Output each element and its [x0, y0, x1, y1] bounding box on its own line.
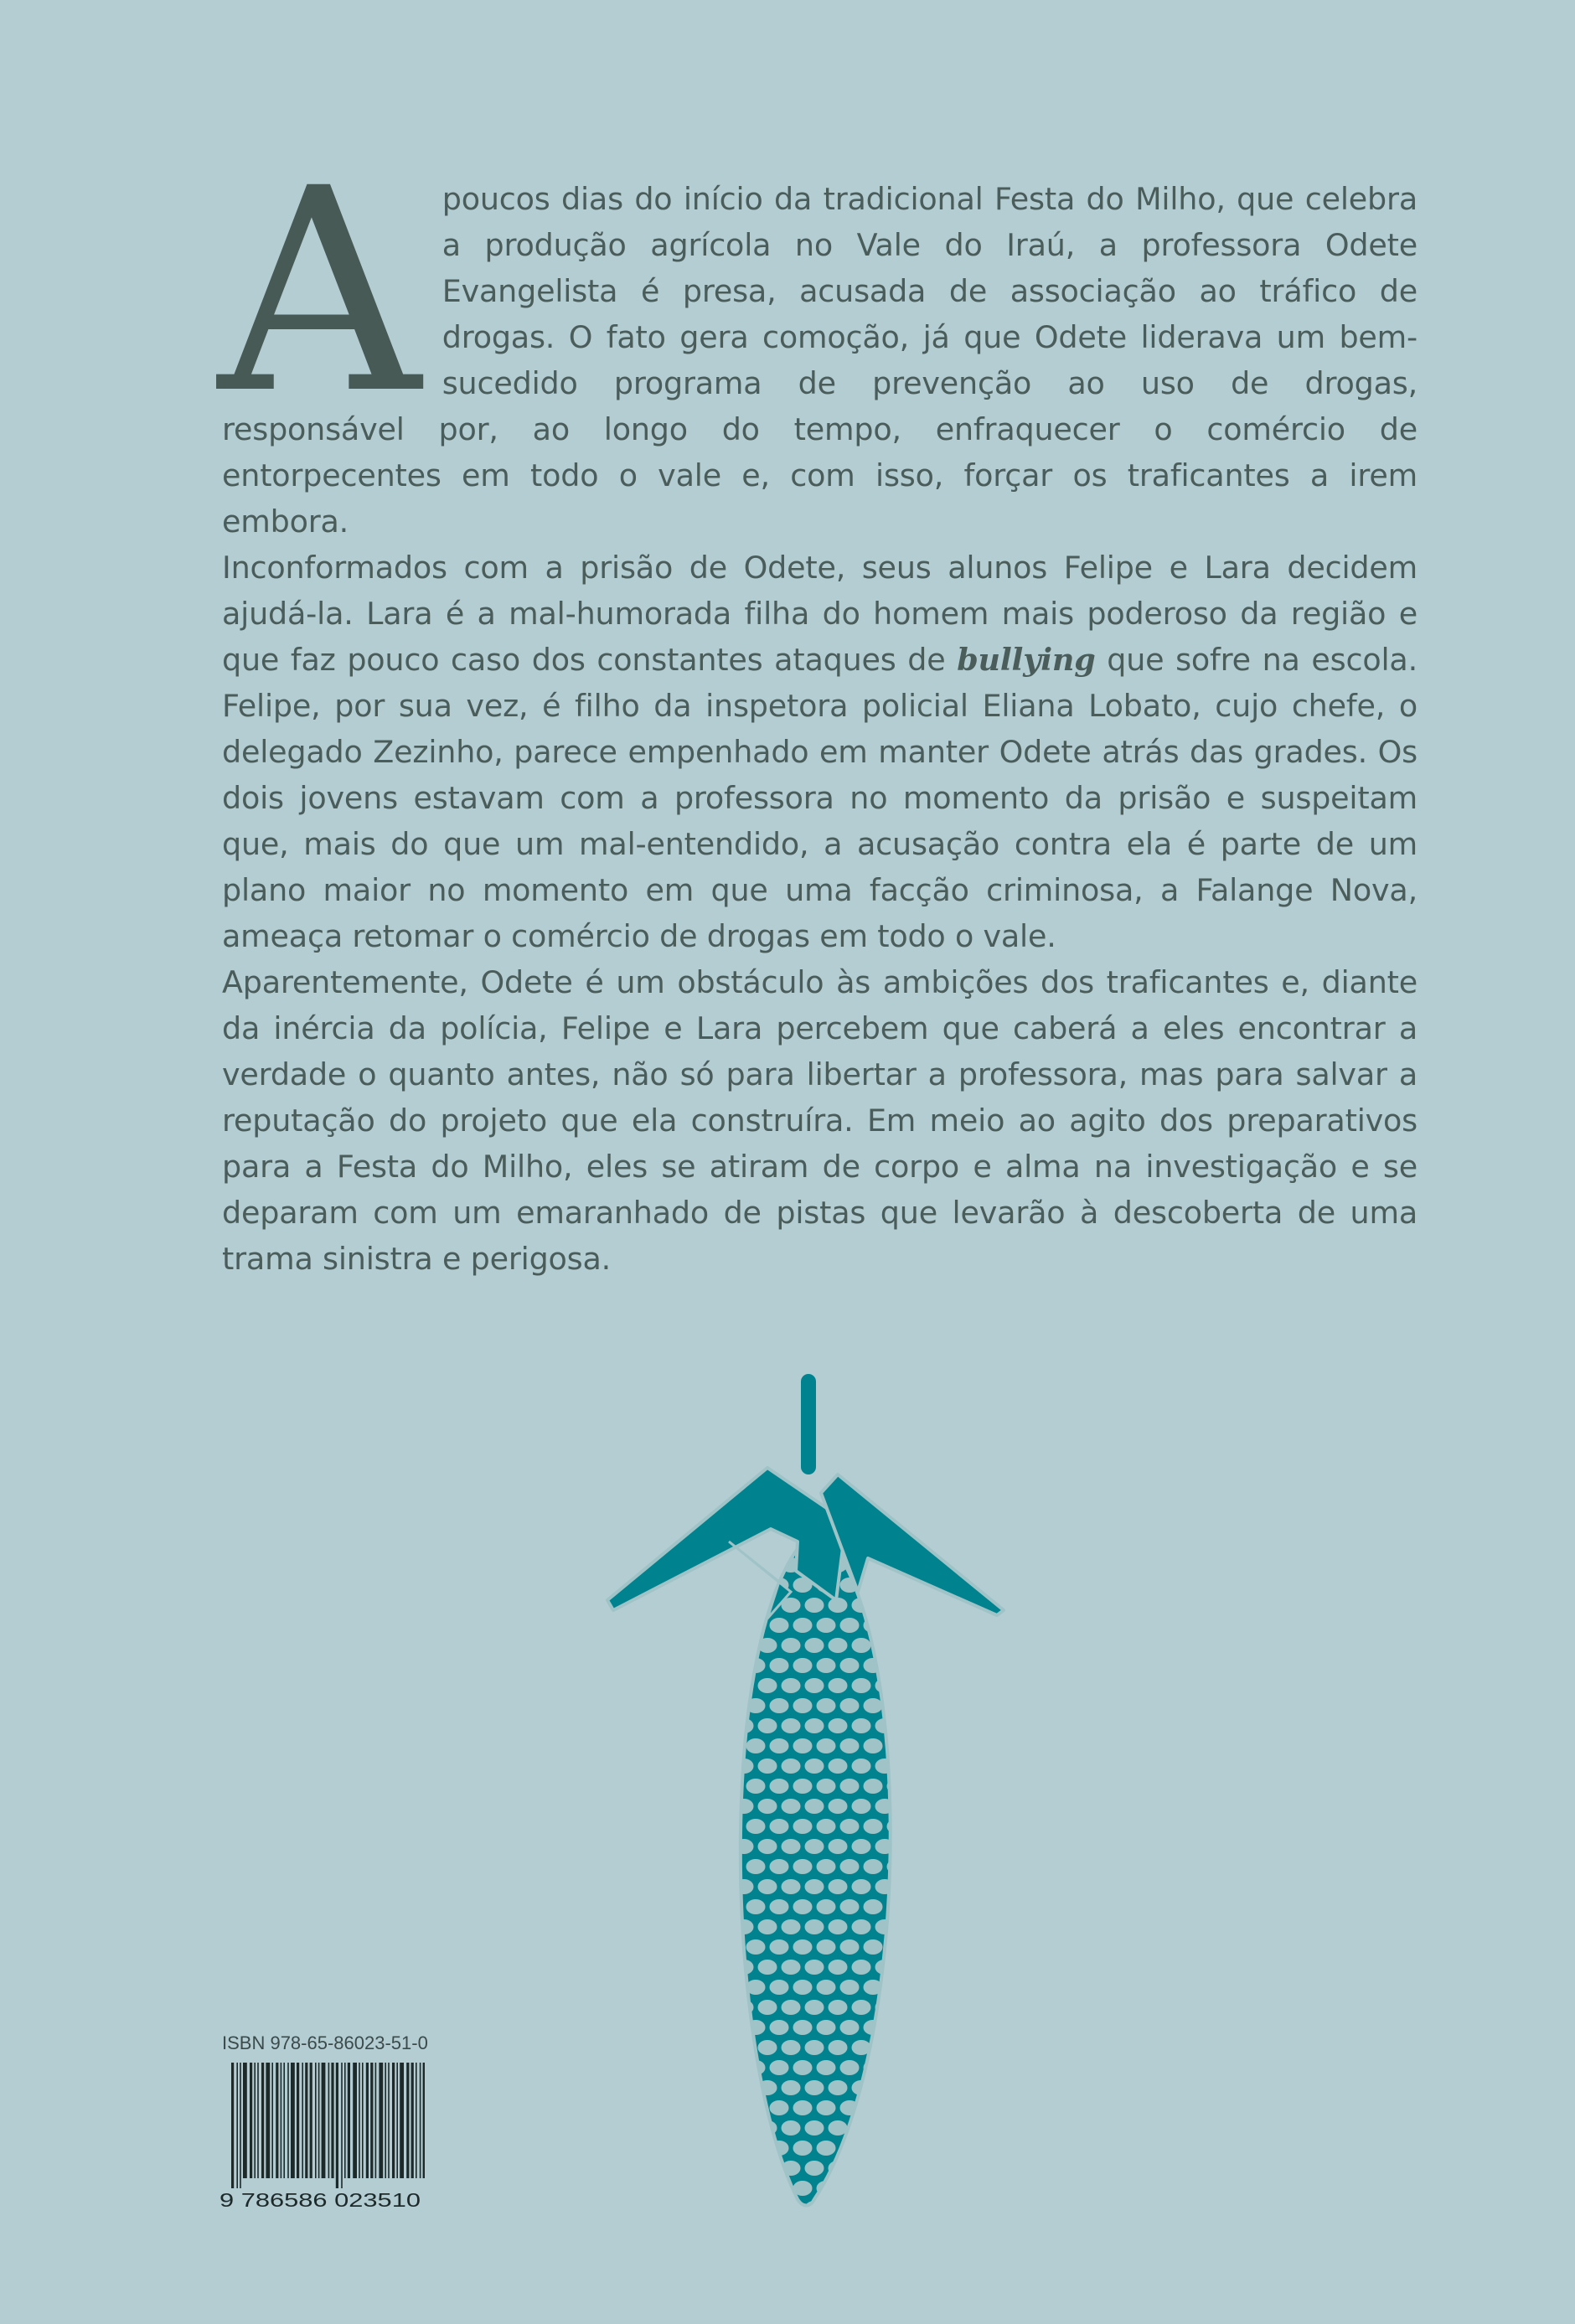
barcode-bar — [302, 2063, 303, 2178]
barcode-bar — [318, 2063, 320, 2178]
barcode-bar — [231, 2063, 234, 2188]
barcode-bar — [261, 2063, 264, 2178]
paragraph-2-text-a: Inconformados com a prisão de Odete, seus alunos Felipe e Lara decidem ajudá-la. Lara é a mal-humorada filha do homem mais poderoso da região e que faz pouco caso dos constantes ataques de — [222, 550, 1418, 678]
synopsis-paragraph-2 — [222, 545, 1418, 959]
barcode-bar — [344, 2063, 346, 2178]
paragraph-1-text: poucos dias do início da tradicional Festa do Milho, que celebra a produção agrícola no Vale do Iraú, a professora Odete Evangelista é presa, acusada de associação ao tráfico de drogas. O fato gera comoção, já que Odete liderava um bem-sucedido programa de prevenção ao uso de drogas, responsável por, ao longo do tempo, enfraquecer o comércio de entorpecentes em todo o vale e, com isso, forçar os traficantes a irem embora. — [222, 181, 1418, 540]
barcode-bar — [276, 2063, 278, 2178]
barcode-bar — [322, 2063, 326, 2178]
barcode-bar — [281, 2063, 282, 2178]
barcode-bar — [310, 2063, 312, 2178]
barcode-bar — [328, 2063, 330, 2178]
barcode-bar — [420, 2063, 421, 2178]
barcode-bar — [379, 2063, 383, 2178]
barcode-bar — [254, 2063, 256, 2178]
barcode-bar — [406, 2063, 409, 2178]
barcode-bar — [341, 2063, 343, 2188]
barcode-bar — [287, 2063, 289, 2178]
barcode-bar — [388, 2063, 390, 2178]
barcode — [219, 2061, 425, 2212]
synopsis-paragraph-3 — [222, 959, 1418, 1282]
barcode-bar — [240, 2063, 241, 2188]
barcode-bar — [375, 2063, 377, 2178]
synopsis-paragraph-1 — [218, 129, 1418, 545]
bullying-emphasis: bullying — [957, 642, 1096, 678]
barcode-bar — [366, 2063, 369, 2178]
barcode-bar — [392, 2063, 395, 2178]
barcode-bar — [362, 2063, 364, 2178]
barcode-bar — [315, 2063, 317, 2178]
barcode-bar — [331, 2063, 333, 2178]
barcode-bar — [236, 2063, 238, 2188]
barcode-bar — [423, 2063, 425, 2178]
barcode-bar — [336, 2063, 338, 2188]
barcode-bar — [370, 2063, 373, 2178]
barcode-bar — [411, 2063, 414, 2178]
barcode-bar — [305, 2063, 307, 2178]
paragraph-2-text-b: que sofre na escola. Felipe, por sua vez, é filho da inspetora policial Eliana Lobato, cujo chefe, o delegado Zezinho, parece empenhado em manter Odete atrás das grades. Os dois jovens estavam com a professora no momento da prisão e suspeitam que, mais do que um mal-entendido, a acusação contra ela é parte de um plano maior no momento em que uma facção criminosa, a Falange Nova, ameaça retomar o comércio de drogas em todo o vale. — [222, 642, 1418, 954]
barcode-bar — [297, 2063, 299, 2178]
barcode-bar — [266, 2063, 270, 2178]
barcode-bar — [243, 2063, 247, 2178]
barcode-bar — [291, 2063, 295, 2178]
barcode-bar — [359, 2063, 360, 2178]
barcode-bar — [250, 2063, 252, 2178]
barcode-bar — [396, 2063, 398, 2178]
barcode-digits: 9 786586 023510 — [219, 2189, 421, 2211]
drop-cap: A — [218, 129, 421, 456]
barcode-bar — [400, 2063, 404, 2178]
barcode-bar — [283, 2063, 285, 2178]
barcode-bar — [353, 2063, 357, 2178]
synopsis — [218, 129, 1418, 1282]
barcode-bar — [385, 2063, 386, 2178]
barcode-bar — [416, 2063, 417, 2178]
barcode-bar — [271, 2063, 273, 2178]
barcode-bar — [348, 2063, 350, 2178]
corn-stem — [801, 1374, 816, 1474]
isbn-label: ISBN 978-65-86023-51-0 — [222, 2032, 428, 2053]
barcode-bar — [257, 2063, 259, 2178]
corn-cob — [741, 1529, 891, 2206]
corn-cob-icon — [603, 1374, 1005, 2220]
paragraph-3-text: Aparentemente, Odete é um obstáculo às ambições dos traficantes e, diante da inércia da polícia, Felipe e Lara percebem que caberá a eles encontrar a verdade o quanto antes, não só para libertar a professora, mas para salvar a reputação do projeto que ela construíra. Em meio ao agito dos preparativos para a Festa do Milho, eles se atiram de corpo e alma na investigação e se deparam com um emaranhado de pistas que levarão à descoberta de uma trama sinistra e perigosa. — [222, 964, 1418, 1277]
